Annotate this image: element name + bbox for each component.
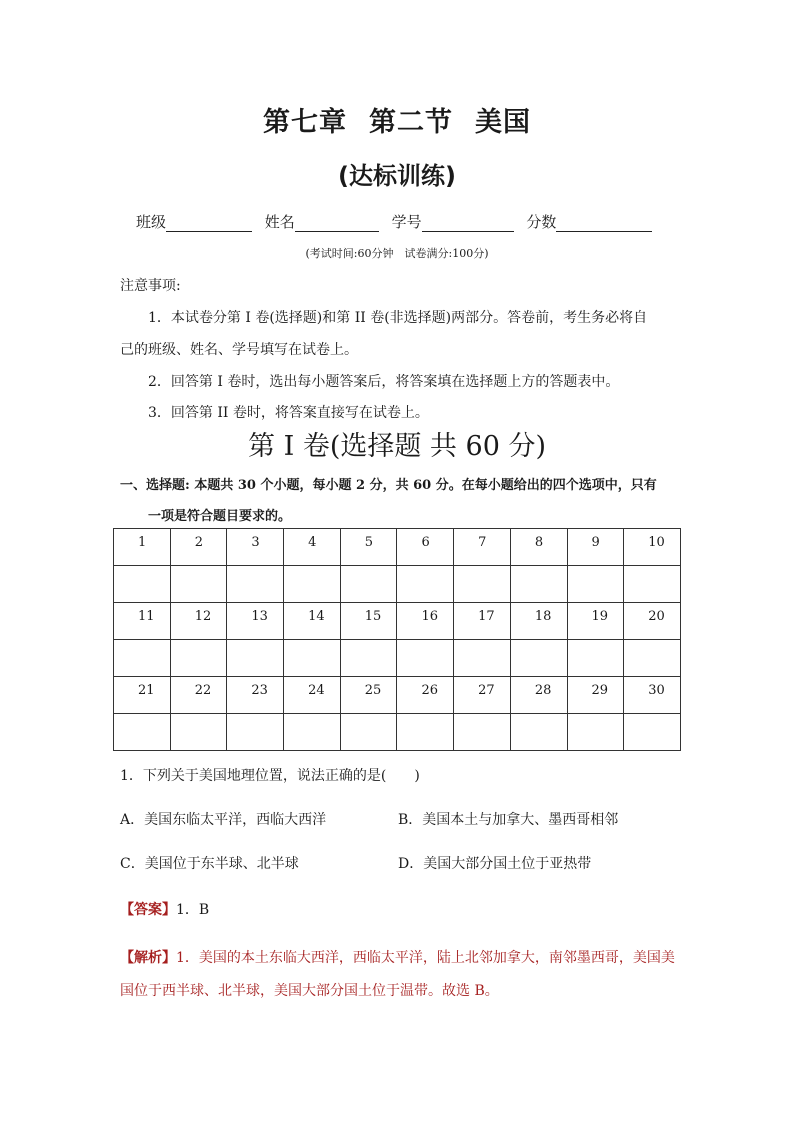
answer-cell[interactable]: [227, 714, 284, 751]
answer-cell[interactable]: [340, 566, 397, 603]
number-cell: 15: [340, 603, 397, 640]
number-cell: 10: [624, 529, 681, 566]
answer-cell[interactable]: [567, 640, 624, 677]
score-blank[interactable]: [556, 215, 652, 232]
answer-cell[interactable]: [170, 640, 227, 677]
number-cell: 4: [284, 529, 341, 566]
answer-cell[interactable]: [624, 566, 681, 603]
number-cell: 27: [454, 677, 511, 714]
note-item-3: 3．回答第 II 卷时，将答案直接写在试卷上。: [148, 405, 429, 421]
answer-cell[interactable]: [397, 640, 454, 677]
name-label: 姓名: [264, 213, 295, 231]
number-cell: 13: [227, 603, 284, 640]
question-1-option-a: A．美国东临太平洋，西临大西洋: [120, 812, 327, 828]
answer-cell[interactable]: [454, 714, 511, 751]
answer-cell[interactable]: [624, 640, 681, 677]
note-item-1: 1．本试卷分第 I 卷(选择题)和第 II 卷(非选择题)两部分。答卷前，考生务必将自: [148, 310, 648, 326]
number-cell: 18: [510, 603, 567, 640]
answer-cell[interactable]: [170, 714, 227, 751]
question-1-option-d: D．美国大部分国土位于亚热带: [398, 856, 592, 872]
answer-cell[interactable]: [454, 566, 511, 603]
number-cell: 28: [510, 677, 567, 714]
title-topic: 美国: [475, 107, 531, 138]
number-cell: 12: [170, 603, 227, 640]
answer-cell[interactable]: [227, 640, 284, 677]
answer-cell[interactable]: [227, 566, 284, 603]
number-cell: 23: [227, 677, 284, 714]
answer-cell[interactable]: [510, 640, 567, 677]
answer-cell[interactable]: [454, 640, 511, 677]
explanation-text: 1．美国的本土东临大西洋，西临太平洋，陆上北邻加拿大，南邻墨西哥，美国美国位于西半球、北半球，美国大部分国土位于温带。故选 B。: [120, 950, 675, 999]
answer-cell[interactable]: [567, 566, 624, 603]
student-info-row: [136, 211, 660, 232]
number-cell: 6: [397, 529, 454, 566]
number-cell: 11: [114, 603, 171, 640]
class-blank[interactable]: [166, 215, 252, 232]
answer-cell[interactable]: [510, 714, 567, 751]
answer-row: [114, 566, 681, 603]
number-cell: 30: [624, 677, 681, 714]
number-cell: 8: [510, 529, 567, 566]
number-cell: 26: [397, 677, 454, 714]
answer-cell[interactable]: [114, 640, 171, 677]
answer-cell[interactable]: [284, 640, 341, 677]
number-cell: 16: [397, 603, 454, 640]
note-item-2: 2．回答第 I 卷时，选出每小题答案后，将答案填在选择题上方的答题表中。: [148, 374, 620, 390]
answer-cell[interactable]: [397, 714, 454, 751]
student-id-label: 学号: [391, 213, 422, 231]
answer-cell[interactable]: [114, 566, 171, 603]
answer-row: [114, 714, 681, 751]
student-id-blank[interactable]: [422, 215, 514, 232]
score-label: 分数: [526, 213, 557, 231]
answer-cell[interactable]: [510, 566, 567, 603]
number-cell: 22: [170, 677, 227, 714]
answer-cell[interactable]: [567, 714, 624, 751]
number-row: [114, 677, 681, 714]
answer-row: [114, 640, 681, 677]
question-1-stem: 1．下列关于美国地理位置，说法正确的是( ): [120, 768, 420, 784]
instructions-line-2: 一项是符合题目要求的。: [148, 509, 292, 524]
number-cell: 7: [454, 529, 511, 566]
explanation-block: [120, 942, 680, 1008]
question-1-option-c: C．美国位于东半球、北半球: [120, 856, 299, 872]
number-cell: 1: [114, 529, 171, 566]
number-cell: 24: [284, 677, 341, 714]
notes-heading: 注意事项:: [120, 278, 181, 294]
answer-cell[interactable]: [170, 566, 227, 603]
number-cell: 3: [227, 529, 284, 566]
note-item-1-continued: 己的班级、姓名、学号填写在试卷上。: [120, 342, 358, 358]
number-cell: 29: [567, 677, 624, 714]
page-title: [0, 100, 794, 139]
class-label: 班级: [136, 213, 167, 231]
number-cell: 2: [170, 529, 227, 566]
title-chapter: 第七章: [263, 107, 347, 138]
number-cell: 5: [340, 529, 397, 566]
number-cell: 17: [454, 603, 511, 640]
number-row: [114, 529, 681, 566]
answer-cell[interactable]: [340, 714, 397, 751]
answer-cell[interactable]: [340, 640, 397, 677]
title-section: 第二节: [369, 107, 453, 138]
explanation-tag: 【解析】: [120, 950, 176, 966]
answer-line: [120, 899, 209, 919]
page-subtitle: (达标训练): [338, 162, 456, 190]
exam-time-info: (考试时间:60分钟 试卷满分:100分): [305, 247, 489, 260]
answer-tag: 【答案】: [120, 902, 176, 918]
answer-cell[interactable]: [397, 566, 454, 603]
answer-value: 1．B: [176, 902, 210, 918]
answer-cell[interactable]: [624, 714, 681, 751]
answer-grid: [113, 528, 681, 751]
number-cell: 21: [114, 677, 171, 714]
number-cell: 20: [624, 603, 681, 640]
question-1-option-b: B．美国本土与加拿大、墨西哥相邻: [398, 812, 619, 828]
name-blank[interactable]: [295, 215, 379, 232]
number-cell: 9: [567, 529, 624, 566]
number-row: [114, 603, 681, 640]
answer-cell[interactable]: [114, 714, 171, 751]
number-cell: 19: [567, 603, 624, 640]
number-cell: 14: [284, 603, 341, 640]
answer-cell[interactable]: [284, 566, 341, 603]
section-title: 第 I 卷(选择题 共 60 分): [247, 431, 546, 462]
instructions-line-1: 一、选择题: 本题共 30 个小题，每小题 2 分，共 60 分。在每小题给出的四个选项中，只有: [120, 478, 657, 493]
number-cell: 25: [340, 677, 397, 714]
answer-cell[interactable]: [284, 714, 341, 751]
